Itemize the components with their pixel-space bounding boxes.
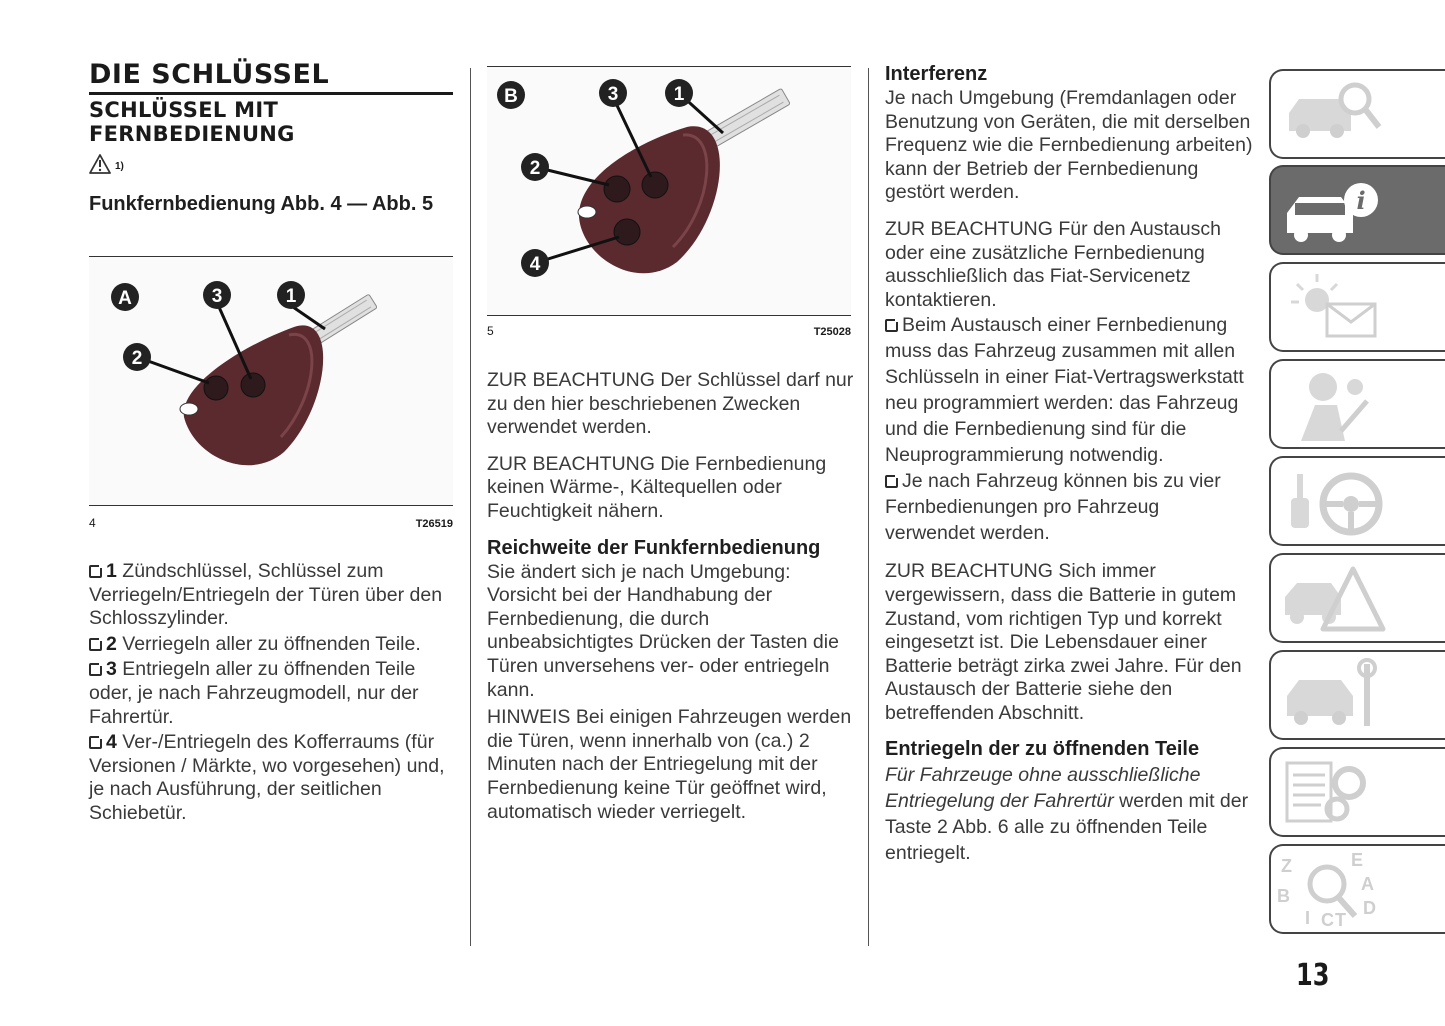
callout-2: 2: [131, 348, 143, 369]
note-battery: ZUR BEACHTUNG Sich immer vergewissern, dass die Batterie in gutem Zustand, vom richtigen Typ und korrekt eingesetzt ist. Die Lebensdauer einer Batterie beträgt zirka zwei Jahre. Für den Austausch der Batterie siehe den betreffenden Abschnitt.: [885, 560, 1242, 724]
tab-vehicle-overview[interactable]: [1269, 69, 1445, 159]
callout-3: 3: [211, 286, 223, 307]
index-letter: E: [1351, 850, 1364, 870]
warning-triangle-icon: [89, 154, 111, 174]
interference-title: Interferenz: [885, 63, 988, 85]
index-letter: A: [1361, 874, 1374, 894]
checkbox-bullet-icon: [89, 663, 102, 676]
note-remote-heat: ZUR BEACHTUNG Die Fernbedienung keinen Wärme-, Kältequellen oder Feuchtigkeit nähern.: [487, 452, 827, 522]
figure-5: [487, 66, 851, 316]
list-item: 3 Entriegeln aller zu öffnenden Teile oder, je nach Fahrzeugmodell, nur der Fahrertür.: [89, 658, 419, 728]
key-fob-illustration-a: [89, 257, 453, 505]
range-title: Reichweite der Funkfernbedienung: [487, 536, 821, 559]
hint-text: HINWEIS Bei einigen Fahrzeugen werden die Türen, wenn innerhalb von (ca.) 2 Minuten nach der Entriegelung mit der Fernbedienung keine Tür geöffnet wird, automatisch wieder verriegelt.: [487, 706, 852, 823]
tab-safety[interactable]: [1269, 359, 1445, 449]
index-letter: Z: [1281, 856, 1292, 876]
note-key-usage: ZUR BEACHTUNG Der Schlüssel darf nur zu den hier beschriebenen Zwecken verwendet werden.: [487, 369, 854, 439]
column-divider: [868, 68, 869, 946]
warning-reference: [89, 152, 124, 176]
callout-3: 3: [607, 84, 619, 105]
index-letter: C: [1321, 910, 1334, 930]
callout-2: 2: [529, 158, 541, 179]
tab-starting-driving[interactable]: [1269, 456, 1445, 546]
key-fob-illustration-b: [487, 67, 851, 315]
note-service: ZUR BEACHTUNG Für den Austausch oder eine zusätzliche Fernbedienung ausschließlich das Fiat-Servicenetz kontaktieren.: [885, 217, 1221, 311]
callout-4: 4: [529, 254, 541, 275]
warning-ref-number: 1): [115, 160, 124, 172]
warning-lights-envelope-icon: [1271, 264, 1445, 350]
figure-title: Funkfernbedienung Abb. 4 — Abb. 5: [89, 193, 434, 215]
seat-airbag-icon: [1271, 361, 1445, 447]
index-letter: B: [1277, 886, 1290, 906]
tab-index[interactable]: [1269, 844, 1445, 934]
index-letter: T: [1335, 910, 1346, 930]
figure-letter: A: [118, 288, 132, 309]
tab-vehicle-info[interactable]: [1269, 165, 1445, 255]
key-steering-wheel-icon: [1271, 458, 1445, 544]
document-gears-icon: [1271, 749, 1445, 835]
column-3-text: [885, 62, 1253, 866]
list-item: Beim Austausch einer Fernbedienung muss das Fahrzeug zusammen mit allen Schlüsseln in einer Fiat-Vertragswerkstatt neu programmiert werden: das Fahrzeug und die Fernbedienung sind für die Neuprogrammierung notwendig.: [885, 314, 1244, 467]
list-item: Je nach Fahrzeug können bis zu vier Fernbedienungen pro Fahrzeug verwendet werden.: [885, 470, 1221, 545]
tab-maintenance[interactable]: [1269, 650, 1445, 740]
interference-text: Je nach Umgebung (Fremdanlagen oder Benutzung von Geräten, die mit derselben Frequenz wie die Fernbedienung arbeiten) kann der Betrieb der Fernbedienung gestört werden.: [885, 87, 1253, 204]
figure-number: 4: [89, 516, 96, 530]
list-item: 4 Ver-/Entriegeln des Kofferraums (für Versionen / Märkte, wo vorgesehen) und, je nach Ausführung, der seitlichen Schiebetür.: [89, 731, 445, 824]
checkbox-bullet-icon: [885, 319, 898, 332]
figure-number: 5: [487, 324, 494, 338]
figure-code: T25028: [813, 326, 851, 338]
page-number: 13: [1296, 958, 1330, 993]
range-text: Sie ändert sich je nach Umgebung: Vorsicht bei der Handhabung der Fernbedienung, die durch unbeabsichtigtes Drücken der Tasten die Türen unversehens ver- oder entriegeln kann.: [487, 560, 839, 701]
checkbox-bullet-icon: [885, 475, 898, 488]
column-divider: [470, 68, 471, 946]
tab-emergency[interactable]: [1269, 553, 1445, 643]
info-glyph: i: [1356, 186, 1366, 215]
tab-warning-lights[interactable]: [1269, 262, 1445, 352]
column-2-text: [487, 369, 855, 824]
section-title: SCHLÜSSEL MIT FERNBEDIENUNG: [89, 98, 295, 146]
index-letter: I: [1305, 908, 1311, 928]
car-magnifier-icon: [1271, 71, 1445, 157]
car-info-icon: [1271, 167, 1445, 253]
figure-code: T26519: [415, 518, 453, 530]
index-alphabet-icon: [1271, 846, 1445, 932]
checkbox-bullet-icon: [89, 736, 102, 749]
car-crash-warning-icon: [1271, 555, 1445, 641]
tab-technical-data[interactable]: [1269, 747, 1445, 837]
list-item: 2 Verriegeln aller zu öffnenden Teile.: [89, 633, 461, 657]
unlock-text: Für Fahrzeuge ohne ausschließliche Entriegelung der Fahrertür werden mit der Taste 2 Abb. 6 alle zu öffnenden Teile entriegelt.: [885, 763, 1249, 864]
callout-1: 1: [673, 84, 685, 105]
callout-1: 1: [285, 286, 297, 307]
figure-letter: B: [504, 86, 518, 107]
car-wrench-icon: [1271, 652, 1445, 738]
checkbox-bullet-icon: [89, 565, 102, 578]
key-items-list: [89, 560, 461, 826]
list-item: 1 Zündschlüssel, Schlüssel zum Verriegeln/Entriegeln der Türen über den Schlosszylinder.: [89, 560, 443, 630]
figure-4: [89, 256, 453, 506]
checkbox-bullet-icon: [89, 638, 102, 651]
unlock-title: Entriegeln der zu öffnenden Teile: [885, 737, 1200, 760]
index-letter: D: [1363, 898, 1376, 918]
page-title: DIE SCHLÜSSEL: [89, 58, 453, 95]
